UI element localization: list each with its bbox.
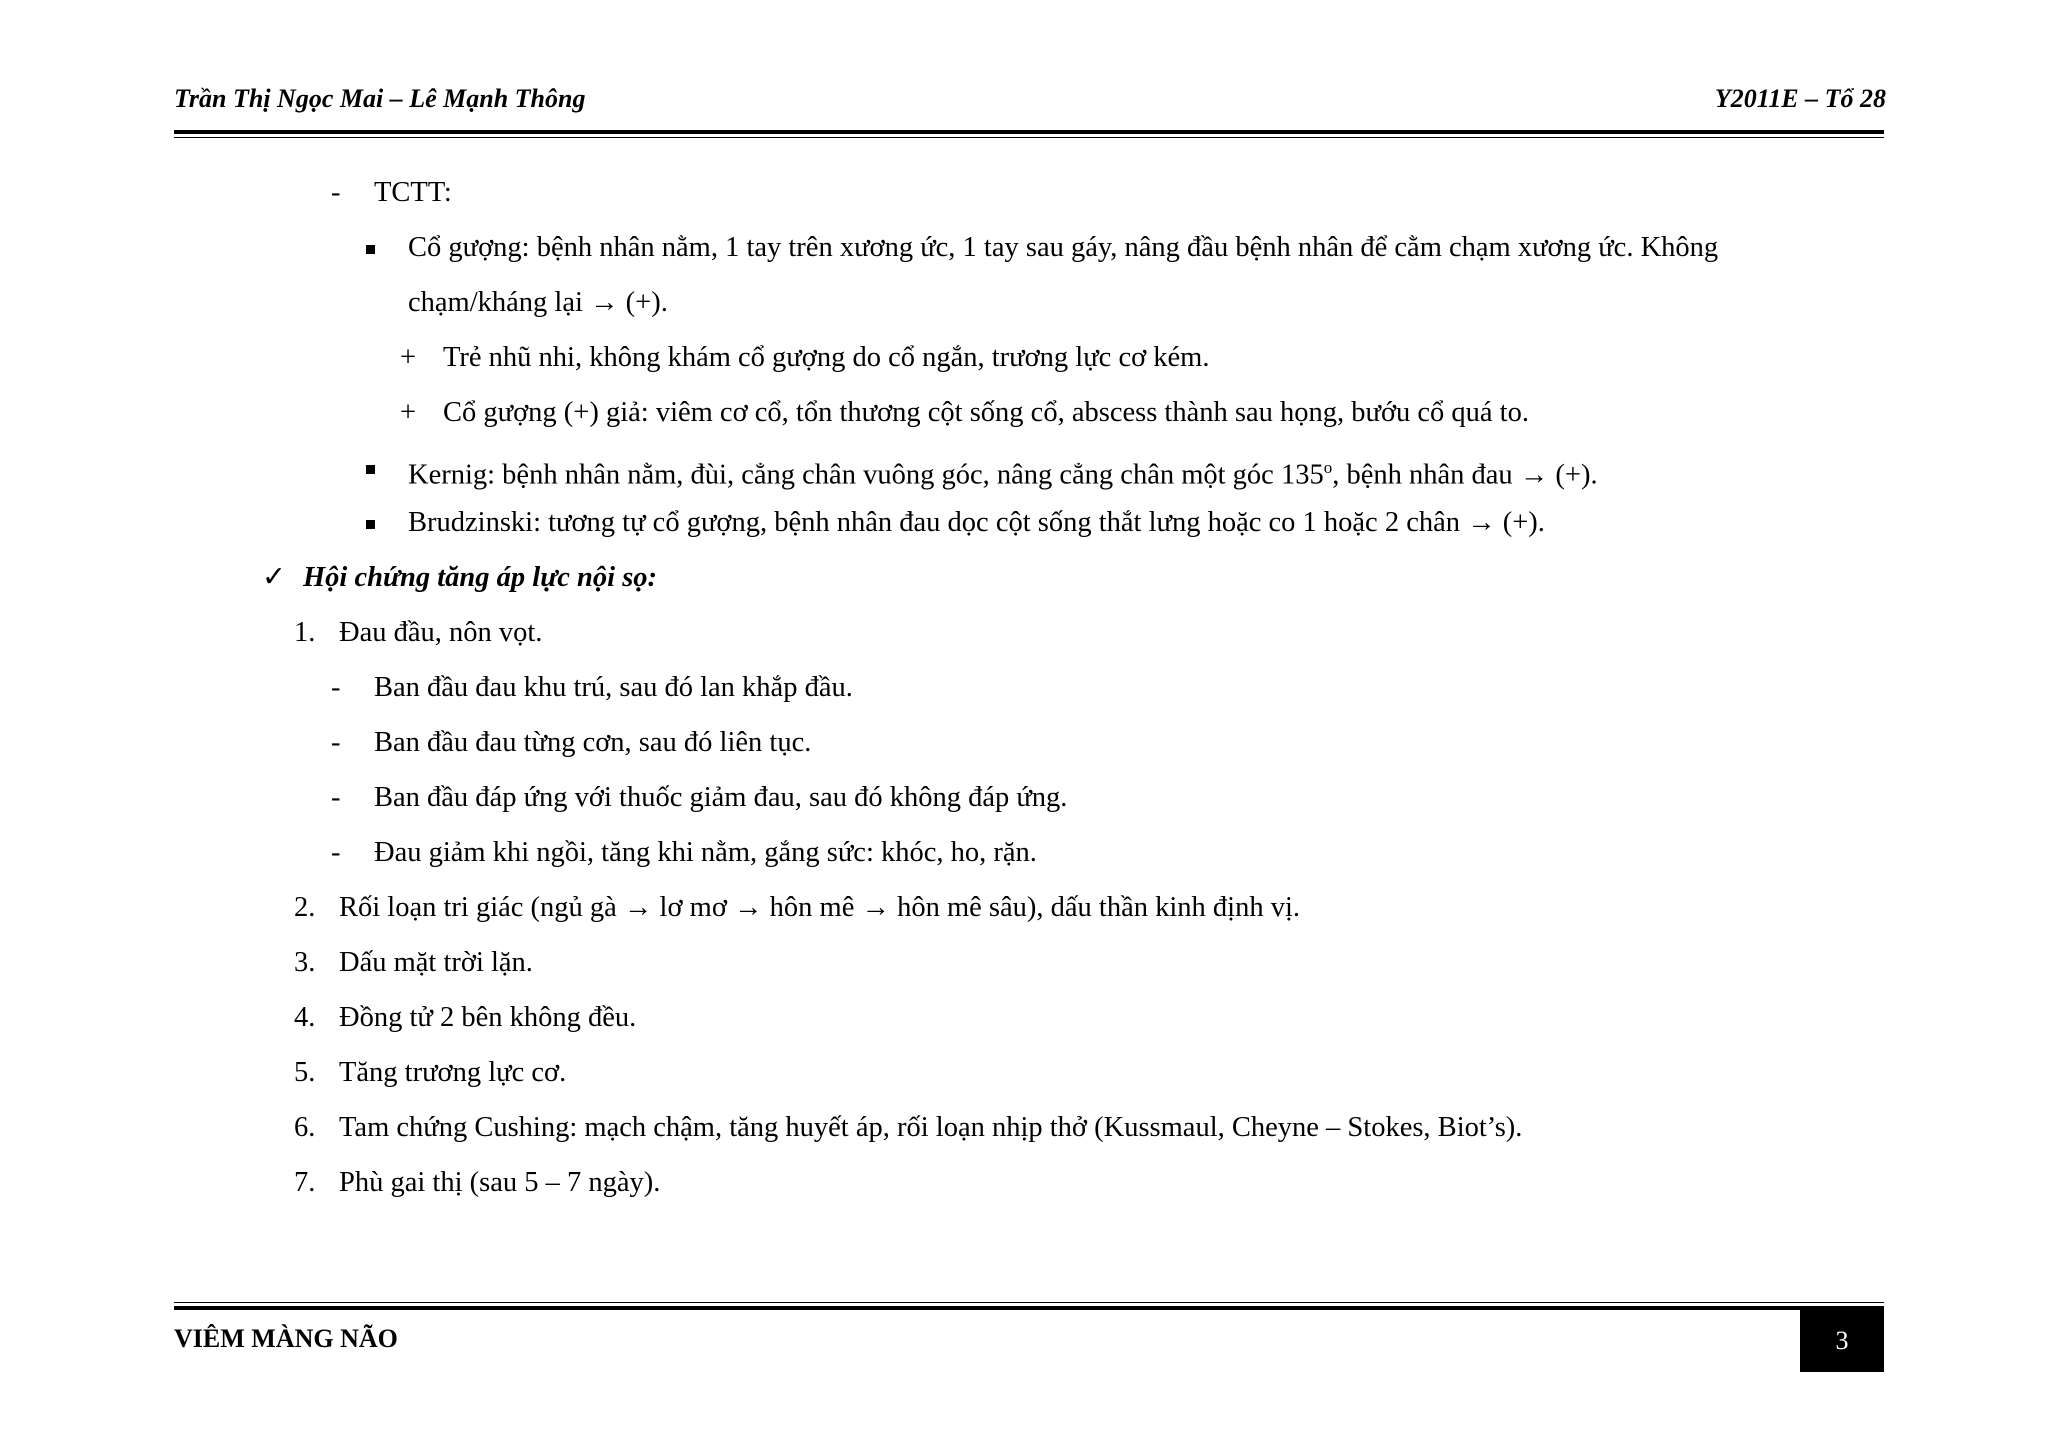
list-item-number: 6.	[294, 1112, 316, 1143]
dash-bullet: -	[331, 177, 341, 208]
brudzinski-text: Brudzinski: tương tự cổ gượng, bệnh nhân đau dọc cột sống thắt lưng hoặc co 1 hoặc 2 chân → (+).	[408, 507, 1545, 538]
tctt-label: TCTT:	[374, 177, 452, 208]
checkmark-icon: ✓	[262, 562, 286, 593]
dash-bullet: -	[331, 672, 341, 703]
kernig-text-end: , bệnh nhân đau → (+).	[1332, 459, 1598, 491]
list-item-number: 4.	[294, 1002, 316, 1033]
co-guong-sub-1: Trẻ nhũ nhi, không khám cổ gượng do cổ ngắn, trương lực cơ kém.	[443, 342, 1210, 373]
header-authors: Trần Thị Ngọc Mai – Lê Mạnh Thông	[174, 84, 586, 113]
kernig-text-main: Kernig: bệnh nhân nằm, đùi, cẳng chân vuông góc, nâng cẳng chân một góc 135	[408, 459, 1324, 491]
headache-detail: Đau giảm khi ngồi, tăng khi nằm, gắng sức: khóc, ho, rặn.	[374, 837, 1037, 868]
list-item-number: 2.	[294, 892, 316, 923]
list-item: Rối loạn tri giác (ngủ gà → lơ mơ → hôn mê → hôn mê sâu), dấu thần kinh định vị.	[339, 892, 1300, 923]
square-bullet-icon	[366, 506, 375, 540]
footer-title: VIÊM MÀNG NÃO	[174, 1324, 398, 1353]
header-rule-thin	[174, 137, 1884, 138]
list-item: Tăng trương lực cơ.	[339, 1057, 567, 1088]
square-bullet-icon	[366, 231, 375, 265]
list-item-number: 7.	[294, 1167, 316, 1198]
degree-superscript: o	[1323, 458, 1333, 477]
co-guong-sub-2: Cổ gượng (+) giả: viêm cơ cổ, tổn thương cột sống cổ, abscess thành sau họng, bướu cổ quá to.	[443, 397, 1529, 428]
plus-bullet: +	[400, 397, 417, 428]
page-number: 3	[1800, 1310, 1884, 1372]
list-item: Tam chứng Cushing: mạch chậm, tăng huyết áp, rối loạn nhịp thở (Kussmaul, Cheyne – Stokes, Biot’s).	[339, 1112, 1523, 1143]
list-item: Đồng tử 2 bên không đều.	[339, 1002, 637, 1033]
footer-rule-thick	[174, 1306, 1884, 1310]
footer-rule-thin	[174, 1302, 1884, 1303]
list-item: Đau đầu, nôn vọt.	[339, 617, 543, 648]
headache-detail: Ban đầu đáp ứng với thuốc giảm đau, sau đó không đáp ứng.	[374, 782, 1068, 813]
dash-bullet: -	[331, 837, 341, 868]
headache-detail: Ban đầu đau từng cơn, sau đó liên tục.	[374, 727, 812, 758]
kernig-text	[408, 451, 1598, 493]
plus-bullet: +	[400, 342, 417, 373]
list-item-number: 5.	[294, 1057, 316, 1088]
square-bullet-icon	[366, 451, 375, 485]
dash-bullet: -	[331, 727, 341, 758]
co-guong-text-line1: Cổ gượng: bệnh nhân nằm, 1 tay trên xương ức, 1 tay sau gáy, nâng đầu bệnh nhân để cằm chạm xương ức. Không	[408, 232, 1719, 263]
header-rule-thick	[174, 130, 1884, 134]
list-item-number: 1.	[294, 617, 316, 648]
list-item: Phù gai thị (sau 5 – 7 ngày).	[339, 1167, 661, 1198]
list-item-number: 3.	[294, 947, 316, 978]
list-item: Dấu mặt trời lặn.	[339, 947, 533, 978]
dash-bullet: -	[331, 782, 341, 813]
co-guong-text-line2: chạm/kháng lại → (+).	[408, 287, 668, 318]
headache-detail: Ban đầu đau khu trú, sau đó lan khắp đầu.	[374, 672, 853, 703]
header-group: Y2011E – Tổ 28	[1714, 84, 1886, 113]
section-heading: Hội chứng tăng áp lực nội sọ:	[303, 562, 658, 593]
